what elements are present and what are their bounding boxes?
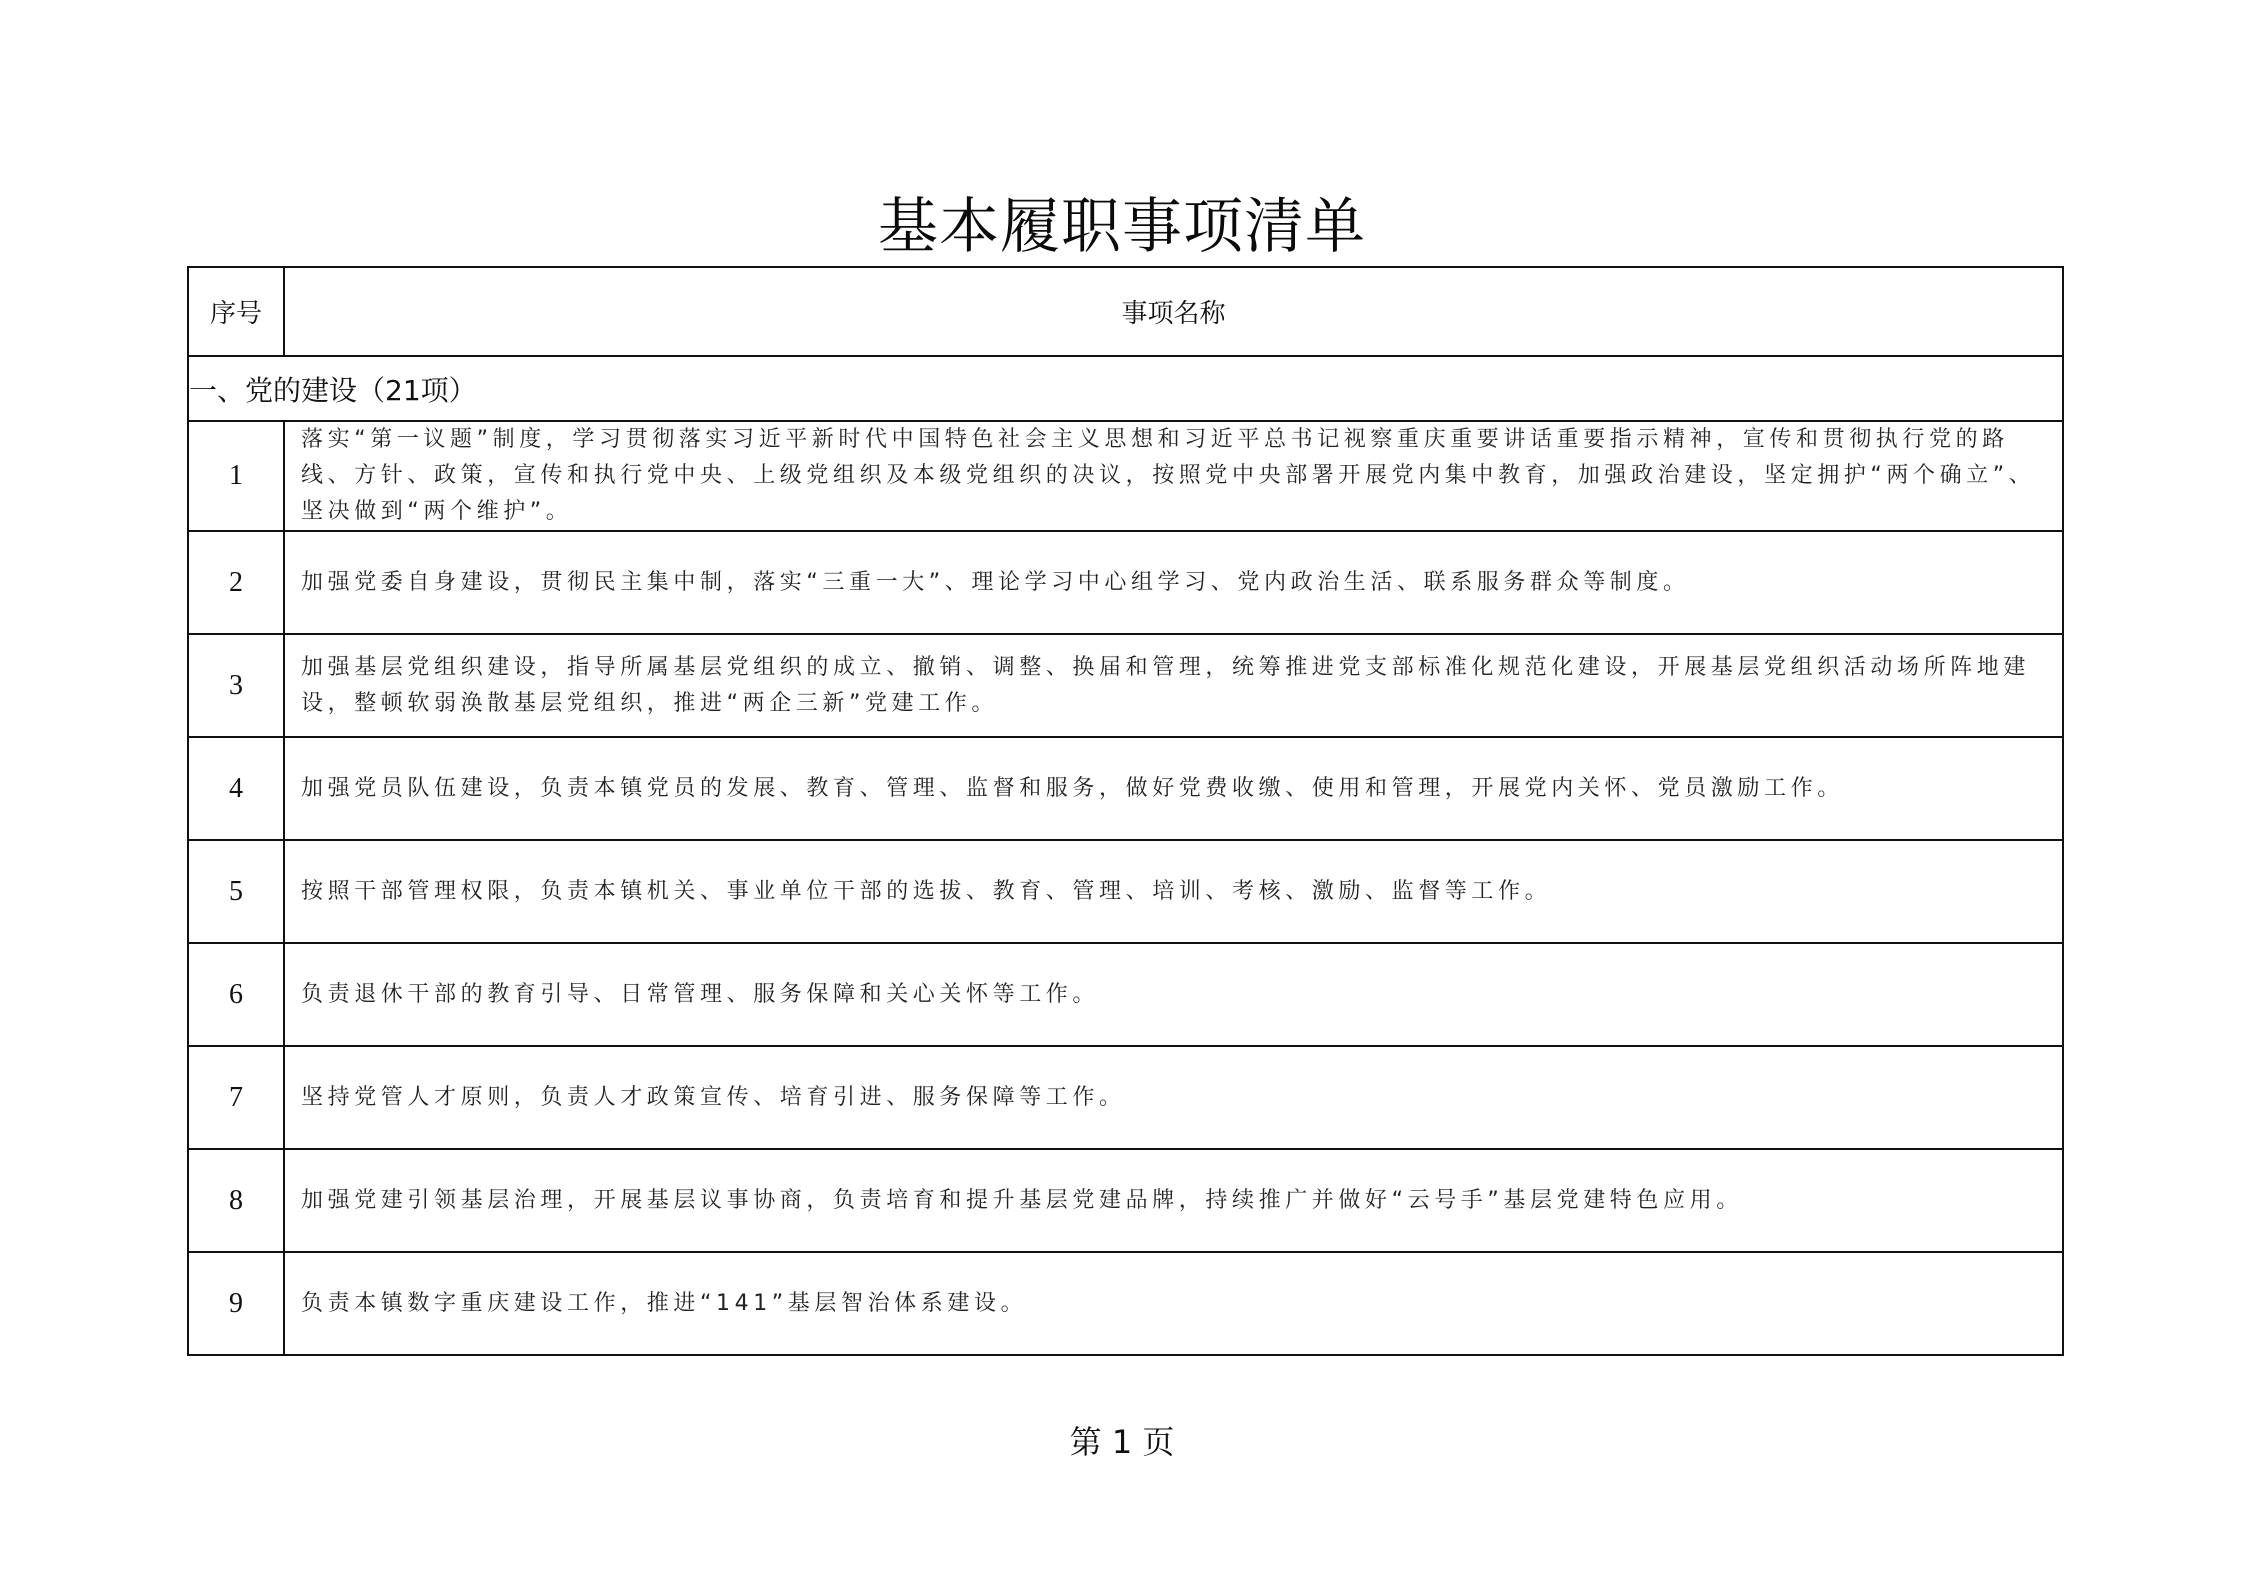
table-row — [188, 737, 2063, 840]
row-item-name: 落实“第一议题”制度，学习贯彻落实习近平新时代中国特色社会主义思想和习近平总书记视察重庆重要讲话重要指示精神，宣传和贯彻执行党的路线、方针、政策，宣传和执行党中央、上级党组织及本级党组织的决议，按照党中央部署开展党内集中教育，加强政治建设，坚定拥护“两个确立”、坚决做到“两个维护”。 — [284, 421, 2063, 531]
row-item-name: 坚持党管人才原则，负责人才政策宣传、培育引进、服务保障等工作。 — [284, 1046, 2063, 1149]
row-item-name: 加强基层党组织建设，指导所属基层党组织的成立、撤销、调整、换届和管理，统筹推进党支部标准化规范化建设，开展基层党组织活动场所阵地建设，整顿软弱涣散基层党组织，推进“两企三新”党建工作。 — [284, 634, 2063, 737]
table-header-row — [188, 267, 2063, 356]
column-header-serial: 序号 — [188, 267, 284, 356]
row-serial: 7 — [188, 1046, 284, 1149]
table-row — [188, 1149, 2063, 1252]
table-row — [188, 531, 2063, 634]
row-item-name: 加强党建引领基层治理，开展基层议事协商，负责培育和提升基层党建品牌，持续推广并做好“云号手”基层党建特色应用。 — [284, 1149, 2063, 1252]
duty-items-table — [187, 266, 2064, 1356]
row-serial: 5 — [188, 840, 284, 943]
row-item-name: 加强党员队伍建设，负责本镇党员的发展、教育、管理、监督和服务，做好党费收缴、使用和管理，开展党内关怀、党员激励工作。 — [284, 737, 2063, 840]
table-row — [188, 634, 2063, 737]
table-row — [188, 840, 2063, 943]
document-title: 基本履职事项清单 — [878, 192, 1366, 262]
column-header-item-name: 事项名称 — [284, 267, 2063, 356]
row-item-name: 加强党委自身建设，贯彻民主集中制，落实“三重一大”、理论学习中心组学习、党内政治生活、联系服务群众等制度。 — [284, 531, 2063, 634]
table-row — [188, 943, 2063, 1046]
row-item-name: 负责退休干部的教育引导、日常管理、服务保障和关心关怀等工作。 — [284, 943, 2063, 1046]
row-serial: 6 — [188, 943, 284, 1046]
row-serial: 1 — [188, 421, 284, 531]
row-serial: 9 — [188, 1252, 284, 1355]
row-serial: 4 — [188, 737, 284, 840]
table-row — [188, 421, 2063, 531]
row-serial: 3 — [188, 634, 284, 737]
row-serial: 8 — [188, 1149, 284, 1252]
row-item-name: 负责本镇数字重庆建设工作，推进“141”基层智治体系建设。 — [284, 1252, 2063, 1355]
section-heading: 一、党的建设（21项） — [188, 356, 2063, 421]
row-serial: 2 — [188, 531, 284, 634]
row-item-name: 按照干部管理权限，负责本镇机关、事业单位干部的选拔、教育、管理、培训、考核、激励、监督等工作。 — [284, 840, 2063, 943]
section-row-party-building — [188, 356, 2063, 421]
table-row — [188, 1046, 2063, 1149]
table-row — [188, 1252, 2063, 1355]
page-number: 第 1 页 — [1069, 1423, 1175, 1461]
